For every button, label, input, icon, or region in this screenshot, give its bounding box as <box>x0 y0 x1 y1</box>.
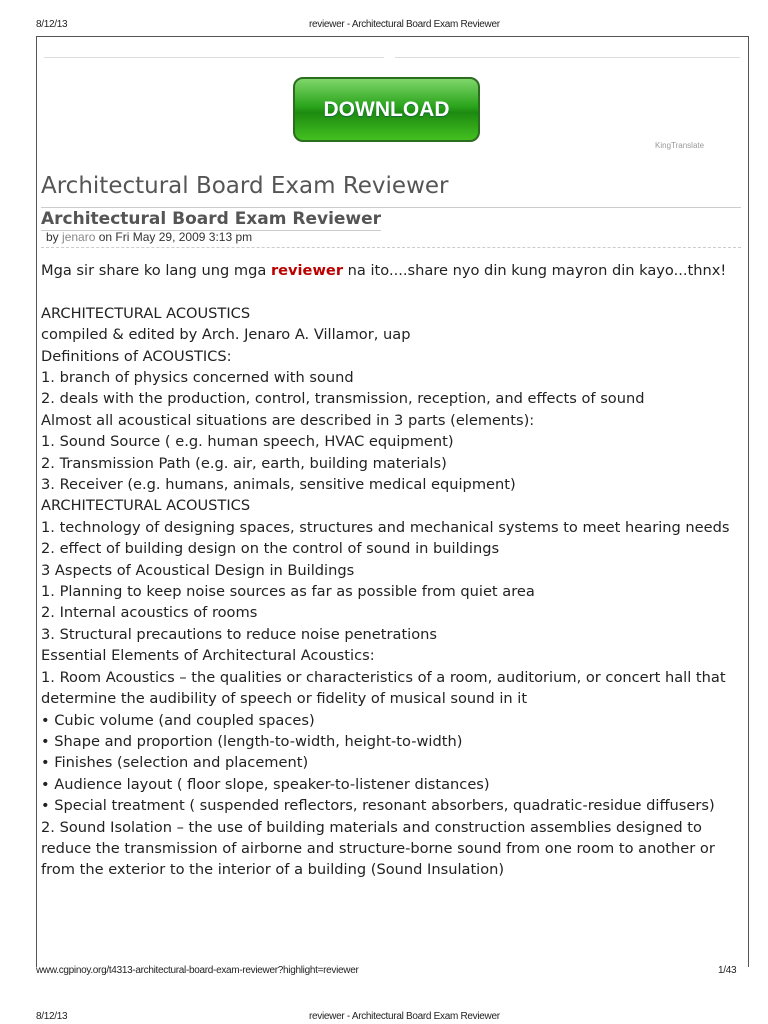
body-line: 2. Sound Isolation – the use of building materials and construction assemblies designed to reduce the transmission of airborne and structure-borne sound from one room to another or from the exterior to the interior of a building (Sound Insulation) <box>41 818 715 879</box>
body-line: • Special treatment ( suspended reflectors, resonant absorbers, quadratic-residue diffusers) <box>41 797 715 815</box>
post-meta <box>46 230 252 244</box>
body-line: • Audience layout ( floor slope, speaker-to-listener distances) <box>41 775 490 793</box>
body-line: • Cubic volume (and coupled spaces) <box>41 711 315 729</box>
body-line: compiled & edited by Arch. Jenaro A. Villamor, uap <box>41 326 411 344</box>
kingtranslate-link[interactable]: KingTranslate <box>655 141 705 150</box>
divider <box>44 57 384 58</box>
body-line: ARCHITECTURAL ACOUSTICS <box>41 304 251 322</box>
body-line: 2. effect of building design on the control of sound in buildings <box>41 540 500 558</box>
print-title: reviewer - Architectural Board Exam Reviewer <box>309 19 500 30</box>
body-line: 1. Sound Source ( e.g. human speech, HVAC equipment) <box>41 433 454 451</box>
post-date: on Fri May 29, 2009 3:13 pm <box>98 230 253 244</box>
divider <box>395 57 740 58</box>
body-line: 2. deals with the production, control, transmission, reception, and effects of sound <box>41 390 645 408</box>
post-title[interactable]: Architectural Board Exam Reviewer <box>41 209 382 229</box>
body-line: 1. technology of designing spaces, structures and mechanical systems to meet hearing needs <box>41 518 730 536</box>
print-date: 8/12/13 <box>36 1011 68 1022</box>
body-line: 3. Receiver (e.g. humans, animals, sensitive medical equipment) <box>41 476 516 494</box>
body-line: 1. branch of physics concerned with sound <box>41 369 354 387</box>
body-line: Essential Elements of Architectural Acoustics: <box>41 647 375 665</box>
print-url: www.cgpinoy.org/t4313-architectural-board-exam-reviewer?highlight=reviewer <box>36 965 359 976</box>
intro-paragraph <box>41 260 741 281</box>
print-date: 8/12/13 <box>36 19 68 30</box>
body-line: • Finishes (selection and placement) <box>41 754 309 772</box>
page-title: Architectural Board Exam Reviewer <box>41 173 449 199</box>
body-line: • Shape and proportion (length-to-width, height-to-width) <box>41 732 463 750</box>
print-title: reviewer - Architectural Board Exam Reviewer <box>309 1011 500 1022</box>
highlight-keyword: reviewer <box>270 262 344 279</box>
page-number: 1/43 <box>718 965 737 976</box>
author-link[interactable]: jenaro <box>62 230 96 244</box>
page-frame <box>36 36 749 967</box>
body-line: 2. Internal acoustics of rooms <box>41 604 258 622</box>
download-button[interactable]: DOWNLOAD <box>293 77 480 142</box>
divider <box>41 207 741 208</box>
body-line: Almost all acoustical situations are described in 3 parts (elements): <box>41 411 535 429</box>
body-line: 3 Aspects of Acoustical Design in Buildings <box>41 561 355 579</box>
post-body <box>41 260 741 881</box>
intro-text: Mga sir share ko lang ung mga <box>41 262 271 279</box>
intro-text: na ito....share nyo din kung mayron din kayo...thnx! <box>343 262 727 279</box>
body-line: 2. Transmission Path (e.g. air, earth, building materials) <box>41 454 447 472</box>
body-line: ARCHITECTURAL ACOUSTICS <box>41 497 251 515</box>
body-line: 1. Planning to keep noise sources as far as possible from quiet area <box>41 583 535 601</box>
body-line: Definitions of ACOUSTICS: <box>41 347 232 365</box>
body-line: 3. Structural precautions to reduce noise penetrations <box>41 625 438 643</box>
divider <box>41 247 741 248</box>
body-line: 1. Room Acoustics – the qualities or characteristics of a room, auditorium, or concert hall that determine the audibility of speech or fidelity of musical sound in it <box>41 668 726 708</box>
by-label: by <box>46 230 59 244</box>
